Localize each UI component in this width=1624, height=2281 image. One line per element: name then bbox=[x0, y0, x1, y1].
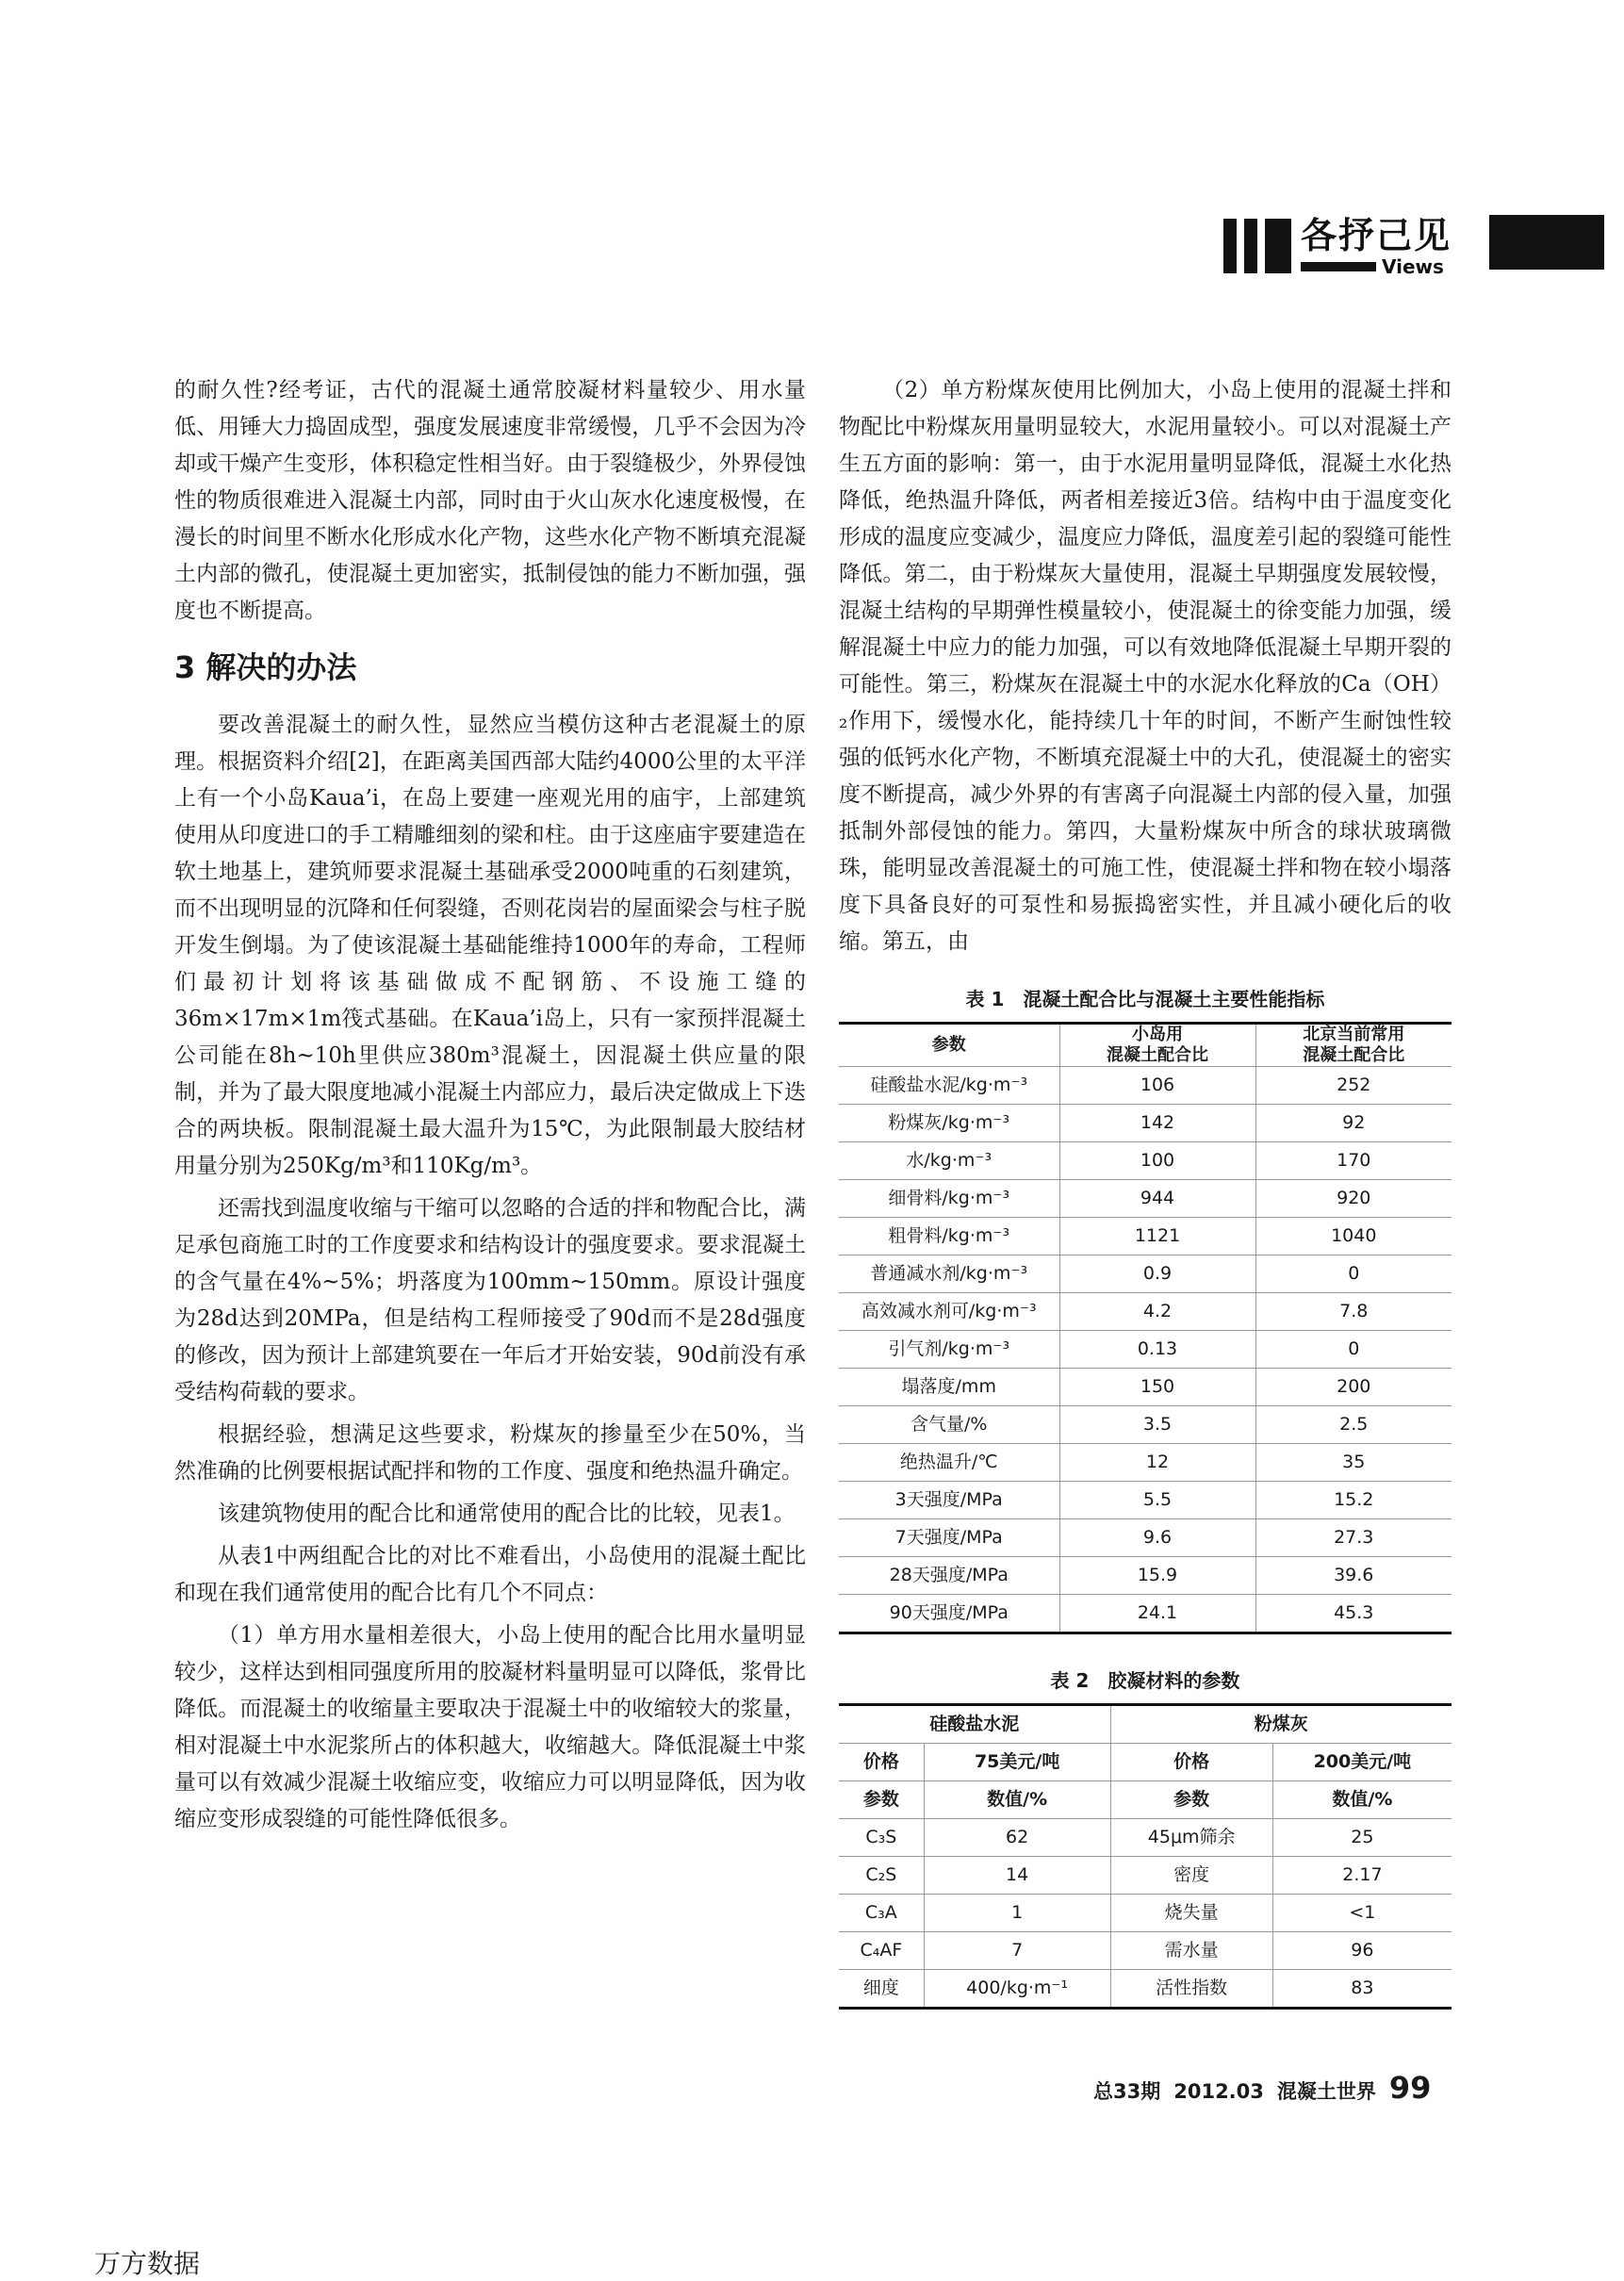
table2-cell: 14 bbox=[924, 1857, 1110, 1895]
table1-row bbox=[839, 1519, 1452, 1557]
table1-header-cell: 小岛用 混凝土配合比 bbox=[1059, 1024, 1255, 1067]
table1-row bbox=[839, 1067, 1452, 1105]
table1-cell: 944 bbox=[1059, 1180, 1255, 1218]
table1-cell: 引气剂/kg·m⁻³ bbox=[839, 1331, 1059, 1369]
table1-row bbox=[839, 1255, 1452, 1293]
table1-row bbox=[839, 1406, 1452, 1444]
param-label: 参数 bbox=[1110, 1781, 1272, 1819]
badge-bars bbox=[1223, 219, 1291, 273]
paragraph: 根据经验，想满足这些要求，粉煤灰的掺量至少在50%，当然准确的比例要根据试配拌和物的工作度、强度和绝热温升确定。 bbox=[174, 1422, 806, 1484]
table1-cell: 1040 bbox=[1255, 1218, 1452, 1255]
paragraph: （1）单方用水量相差很大，小岛上使用的配合比用水量明显较少，这样达到相同强度所用的胶凝材料量明显可以降低，浆骨比降低。而混凝土的收缩量主要取决于混凝土中的收缩较大的浆量，相对混凝土中水泥浆所占的体积越大，收缩越大。降低混凝土中浆量可以有效减少混凝土收缩应变，收缩应力可以明显降低，因为收缩应变形成裂缝的可能性降低很多。 bbox=[174, 1623, 806, 1831]
table1-cell: 绝热温升/℃ bbox=[839, 1444, 1059, 1482]
table1-cell: 45.3 bbox=[1255, 1595, 1452, 1633]
table2-row bbox=[839, 1970, 1452, 2009]
table1-cell: 100 bbox=[1059, 1142, 1255, 1180]
table2-subheader-row bbox=[839, 1781, 1452, 1819]
table2-cell: C₄AF bbox=[839, 1932, 924, 1970]
table1-cell: 粗骨料/kg·m⁻³ bbox=[839, 1218, 1059, 1255]
table1-cell: 1121 bbox=[1059, 1218, 1255, 1255]
table2-cell: 45μm筛余 bbox=[1110, 1819, 1272, 1857]
table1-cell: 5.5 bbox=[1059, 1482, 1255, 1519]
table2-cell: 密度 bbox=[1110, 1857, 1272, 1895]
right-column bbox=[839, 372, 1452, 2010]
table2-cell: <1 bbox=[1272, 1895, 1452, 1932]
table1-cell: 细骨料/kg·m⁻³ bbox=[839, 1180, 1059, 1218]
table2-row bbox=[839, 1857, 1452, 1895]
table1-row bbox=[839, 1331, 1452, 1369]
param-label: 参数 bbox=[839, 1781, 924, 1819]
table1-cell: 920 bbox=[1255, 1180, 1452, 1218]
value-label: 数值/% bbox=[1272, 1781, 1452, 1819]
group-cement: 硅酸盐水泥 bbox=[839, 1705, 1110, 1744]
table1-cell: 150 bbox=[1059, 1369, 1255, 1406]
price-cement: 75美元/吨 bbox=[924, 1744, 1110, 1781]
table1-cell: 7天强度/MPa bbox=[839, 1519, 1059, 1557]
price-label: 价格 bbox=[1110, 1744, 1272, 1781]
table2-cell: 需水量 bbox=[1110, 1932, 1272, 1970]
table1-row bbox=[839, 1369, 1452, 1406]
table2-cell: C₃A bbox=[839, 1895, 924, 1932]
table2-cell: 400/kg·m⁻¹ bbox=[924, 1970, 1110, 2009]
table2 bbox=[839, 1703, 1452, 2010]
table2-cell: C₃S bbox=[839, 1819, 924, 1857]
header-block bbox=[1489, 215, 1604, 270]
table1-cell: 200 bbox=[1255, 1369, 1452, 1406]
table2-row bbox=[839, 1895, 1452, 1932]
table1 bbox=[839, 1022, 1452, 1634]
table1-cell: 0 bbox=[1255, 1255, 1452, 1293]
table1-cell: 28天强度/MPa bbox=[839, 1557, 1059, 1595]
table2-cell: 62 bbox=[924, 1819, 1110, 1857]
table1-header-cell: 参数 bbox=[839, 1024, 1059, 1067]
table1-cell: 39.6 bbox=[1255, 1557, 1452, 1595]
table2-cell: 7 bbox=[924, 1932, 1110, 1970]
table2-cell: 活性指数 bbox=[1110, 1970, 1272, 2009]
table1-header-cell: 北京当前常用 混凝土配合比 bbox=[1255, 1024, 1452, 1067]
table1-row bbox=[839, 1218, 1452, 1255]
section-badge bbox=[1223, 215, 1452, 277]
table1-cell: 252 bbox=[1255, 1067, 1452, 1105]
table2-cell: 烧失量 bbox=[1110, 1895, 1272, 1932]
issue-date: 2012.03 bbox=[1173, 2080, 1264, 2103]
table1-cell: 0.9 bbox=[1059, 1255, 1255, 1293]
table1-cell: 24.1 bbox=[1059, 1595, 1255, 1633]
table2-caption: 表 2 胶凝材料的参数 bbox=[1050, 1669, 1240, 1692]
table1-row bbox=[839, 1482, 1452, 1519]
table1-cell: 高效减水剂可/kg·m⁻³ bbox=[839, 1293, 1059, 1331]
table1-caption: 表 1 混凝土配合比与混凝土主要性能指标 bbox=[965, 988, 1325, 1010]
paragraph: 从表1中两组配合比的对比不难看出，小岛使用的混凝土配比和现在我们通常使用的配合比有几个不同点： bbox=[174, 1544, 806, 1605]
table1-cell: 106 bbox=[1059, 1067, 1255, 1105]
price-flyash: 200美元/吨 bbox=[1272, 1744, 1452, 1781]
table1-cell: 9.6 bbox=[1059, 1519, 1255, 1557]
table1-cell: 7.8 bbox=[1255, 1293, 1452, 1331]
table1-cell: 0 bbox=[1255, 1331, 1452, 1369]
table2-price-row bbox=[839, 1744, 1452, 1781]
left-column bbox=[174, 372, 806, 1844]
table1-row bbox=[839, 1293, 1452, 1331]
paragraph: （2）单方粉煤灰使用比例加大，小岛上使用的混凝土拌和物配比中粉煤灰用量明显较大，水泥用量较小。可以对混凝土产生五方面的影响：第一，由于水泥用量明显降低，混凝土水化热降低，绝热温升降低，两者相差接近3倍。结构中由于温度变化形成的温度应变减少，温度应力降低，温度差引起的裂缝可能性降低。第二，由于粉煤灰大量使用，混凝土早期强度发展较慢，混凝土结构的早期弹性模量较小，使混凝土的徐变能力加强，缓解混凝土中应力的能力加强，可以有效地降低混凝土早期开裂的可能性。第三，粉煤灰在混凝土中的水泥水化释放的Ca（OH）₂作用下，缓慢水化，能持续几十年的时间，不断产生耐蚀性较强的低钙水化产物，不断填充混凝土中的大孔，使混凝土的密实度不断提高，减少外界的有害离子向混凝土内部的侵入量，加强抵制外部侵蚀的能力。第四，大量粉煤灰中所含的球状玻璃微珠，能明显改善混凝土的可施工性，使混凝土拌和物在较小塌落度下具备良好的可泵性和易振捣密实性，并且减小硬化后的收缩。第五，由 bbox=[839, 378, 1452, 954]
table1-row bbox=[839, 1105, 1452, 1142]
table1-cell: 0.13 bbox=[1059, 1331, 1255, 1369]
paragraph: 该建筑物使用的配合比和通常使用的配合比的比较，见表1。 bbox=[218, 1502, 796, 1526]
paragraph: 要改善混凝土的耐久性，显然应当模仿这种古老混凝土的原理。根据资料介绍[2]，在距离美国西部大陆约4000公里的太平洋上有一个小岛Kaua’i，在岛上要建一座观光用的庙宇，上部建筑使用从印度进口的手工精雕细刻的梁和柱。由于这座庙宇要建造在软土地基上，建筑师要求混凝土基础承受2000吨重的石刻建筑，而不出现明显的沉降和任何裂缝，否则花岗岩的屋面梁会与柱子脱开发生倒塌。为了使该混凝土基础能维持1000年的寿命，工程师们最初计划将该基础做成不配钢筋、不设施工缝的36m×17m×1m筏式基础。在Kaua’i岛上，只有一家预拌混凝土公司能在8h~10h里供应380m³混凝土，因混凝土供应量的限制，并为了最大限度地减小混凝土内部应力，最后决定做成上下迭合的两块板。限制混凝土最大温升为15℃，为此限制最大胶结材用量分别为250Kg/m³和110Kg/m³。 bbox=[174, 713, 806, 1178]
table2-group-row bbox=[839, 1705, 1452, 1744]
table1-cell: 15.9 bbox=[1059, 1557, 1255, 1595]
section-heading: 3 解决的办法 bbox=[174, 649, 357, 685]
table2-row bbox=[839, 1819, 1452, 1857]
table1-cell: 35 bbox=[1255, 1444, 1452, 1482]
table1-row bbox=[839, 1595, 1452, 1633]
paragraph: 还需找到温度收缩与干缩可以忽略的合适的拌和物配合比，满足承包商施工时的工作度要求和结构设计的强度要求。要求混凝土的含气量在4%~5%；坍落度为100mm~150mm。原设计强度为28d达到20MPa，但是结构工程师接受了90d而不是28d强度的修改，因为预计上部建筑要在一年后才开始安装，90d前没有承受结构荷载的要求。 bbox=[174, 1196, 806, 1404]
price-label: 价格 bbox=[839, 1744, 924, 1781]
table1-cell: 水/kg·m⁻³ bbox=[839, 1142, 1059, 1180]
table1-cell: 粉煤灰/kg·m⁻³ bbox=[839, 1105, 1059, 1142]
table2-row bbox=[839, 1932, 1452, 1970]
table2-cell: 细度 bbox=[839, 1970, 924, 2009]
table2-cell: 83 bbox=[1272, 1970, 1452, 2009]
table1-cell: 27.3 bbox=[1255, 1519, 1452, 1557]
table1-cell: 90天强度/MPa bbox=[839, 1595, 1059, 1633]
table1-cell: 含气量/% bbox=[839, 1406, 1059, 1444]
table1-cell: 15.2 bbox=[1255, 1482, 1452, 1519]
table1-cell: 2.5 bbox=[1255, 1406, 1452, 1444]
journal-name: 混凝土世界 bbox=[1276, 2080, 1376, 2103]
table1-cell: 塌落度/mm bbox=[839, 1369, 1059, 1406]
issue-number: 总33期 bbox=[1093, 2080, 1161, 2103]
value-label: 数值/% bbox=[924, 1781, 1110, 1819]
table1-row bbox=[839, 1444, 1452, 1482]
table1-row bbox=[839, 1557, 1452, 1595]
section-title-en: Views bbox=[1382, 255, 1444, 278]
table1-cell: 3天强度/MPa bbox=[839, 1482, 1059, 1519]
table1-cell: 普通减水剂/kg·m⁻³ bbox=[839, 1255, 1059, 1293]
table1-cell: 92 bbox=[1255, 1105, 1452, 1142]
table1-cell: 4.2 bbox=[1059, 1293, 1255, 1331]
page-footer bbox=[1093, 2070, 1431, 2106]
table1-cell: 170 bbox=[1255, 1142, 1452, 1180]
table1-cell: 142 bbox=[1059, 1105, 1255, 1142]
table1-row bbox=[839, 1142, 1452, 1180]
table2-cell: 25 bbox=[1272, 1819, 1452, 1857]
table2-cell: 96 bbox=[1272, 1932, 1452, 1970]
table1-row bbox=[839, 1180, 1452, 1218]
table2-cell: 2.17 bbox=[1272, 1857, 1452, 1895]
table1-header-row bbox=[839, 1024, 1452, 1067]
table2-cell: 1 bbox=[924, 1895, 1110, 1932]
paragraph: 的耐久性?经考证，古代的混凝土通常胶凝材料量较少、用水量低、用锤大力捣固成型，强度发展速度非常缓慢，几乎不会因为冷却或干燥产生变形，体积稳定性相当好。由于裂缝极少，外界侵蚀性的物质很难进入混凝土内部，同时由于火山灰水化速度极慢，在漫长的时间里不断水化形成水化产物，这些水化产物不断填充混凝土内部的微孔，使混凝土更加密实，抵制侵蚀的能力不断加强，强度也不断提高。 bbox=[174, 378, 806, 623]
section-title-cn: 各抒己见 bbox=[1301, 215, 1452, 256]
page-number: 99 bbox=[1388, 2070, 1432, 2106]
table1-cell: 3.5 bbox=[1059, 1406, 1255, 1444]
table2-cell: C₂S bbox=[839, 1857, 924, 1895]
table1-cell: 12 bbox=[1059, 1444, 1255, 1482]
group-flyash: 粉煤灰 bbox=[1110, 1705, 1452, 1744]
watermark: 万方数据 bbox=[94, 2248, 201, 2279]
table1-cell: 硅酸盐水泥/kg·m⁻³ bbox=[839, 1067, 1059, 1105]
